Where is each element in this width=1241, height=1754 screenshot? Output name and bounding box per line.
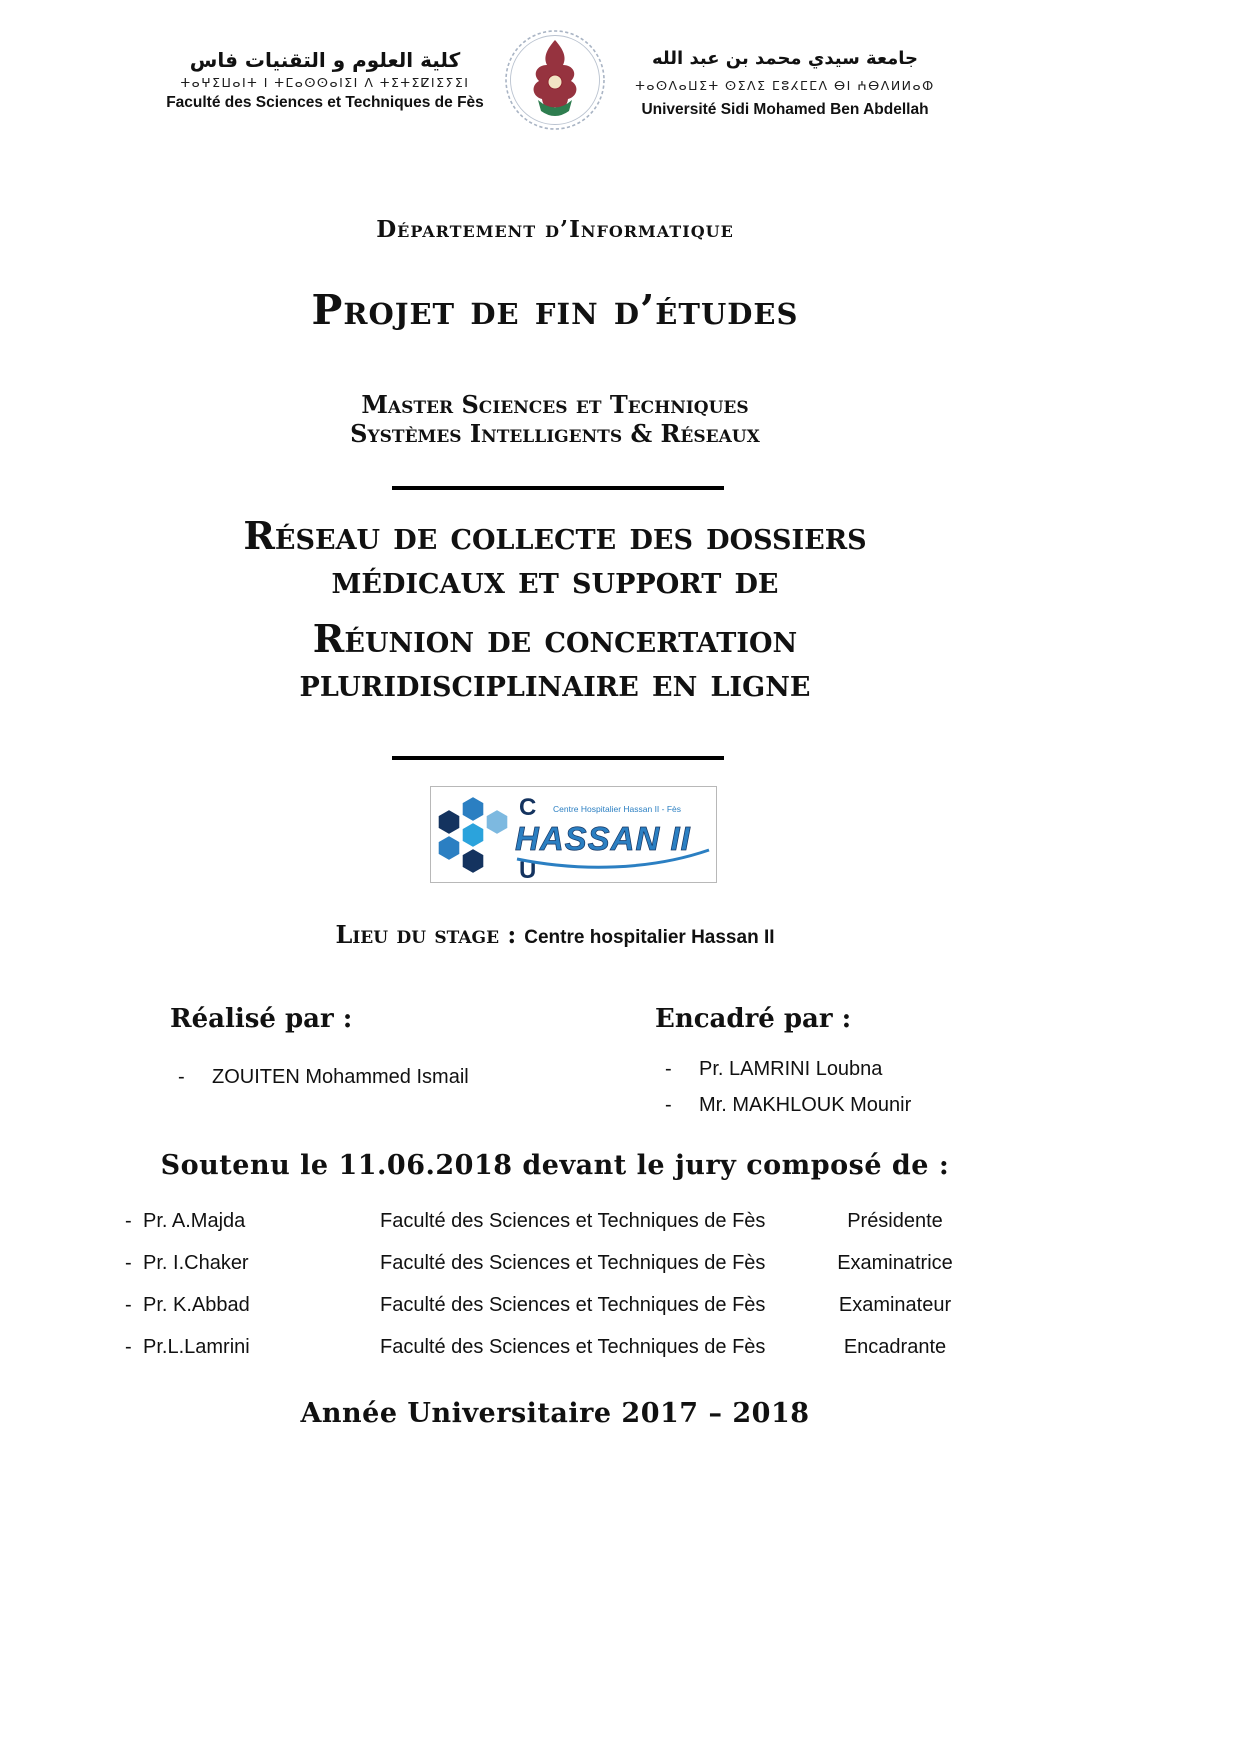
chu-hassan-logo — [430, 786, 717, 883]
internship-label: Lieu du stage : — [335, 920, 517, 949]
list-bullet: - — [125, 1210, 132, 1232]
jury-name: Pr. I.Chaker — [143, 1252, 249, 1274]
university-name-arabic: جامعة سيدي محمد بن عبد الله — [651, 48, 918, 69]
jury-role: Examinateur — [838, 1294, 952, 1316]
jury-affiliation: Faculté des Sciences et Techniques de Fès — [380, 1252, 766, 1274]
university-name-tifinagh: ⵜⴰⵙⴷⴰⵡⵉⵜ ⵙⵉⴷⵉ ⵎⵓⵃⵎⵎⴷ ⴱⵏ ⵄⴱⴷⵍⵍⴰⵀ — [635, 78, 935, 93]
list-bullet: - — [125, 1294, 132, 1316]
thesis-title-line-3: Réunion de concertation — [312, 616, 798, 662]
jury-name: Pr.L.Lamrini — [143, 1336, 250, 1358]
list-bullet: - — [125, 1336, 132, 1358]
faculty-name-latin: Faculté des Sciences et Techniques de Fès — [166, 94, 484, 111]
chu-name: HASSAN II — [515, 820, 691, 857]
jury-row — [125, 1252, 960, 1275]
list-bullet: - — [665, 1094, 672, 1116]
thesis-title-line-2: médicaux et support de — [331, 557, 779, 603]
list-bullet: - — [665, 1058, 672, 1080]
department-title: Département d’Informatique — [376, 216, 734, 243]
list-bullet: - — [178, 1066, 185, 1088]
jury-name: Pr. K.Abbad — [143, 1294, 250, 1316]
program-line-2: Systèmes Intelligents & Réseaux — [350, 419, 760, 449]
supervisor-name: Pr. LAMRINI Loubna — [699, 1058, 883, 1080]
jury-role: Présidente — [847, 1210, 943, 1232]
supervisor-name: Mr. MAKHLOUK Mounir — [699, 1094, 912, 1116]
supervisor-item — [665, 1058, 882, 1081]
faculty-name-arabic: كلية العلوم و التقنيات فاس — [189, 48, 461, 72]
project-type-title: Projet de fin d’études — [311, 286, 799, 334]
list-bullet: - — [125, 1252, 132, 1274]
chu-letter-u: U — [519, 857, 537, 882]
faculty-name-tifinagh: ⵜⴰⵖⵉⵡⴰⵏⵜ ⵏ ⵜⵎⴰⵙⵙⴰⵏⵉⵏ ⴷ ⵜⵉⵜⵉⵇⵏⵉⵢⵉⵏ — [180, 75, 470, 90]
author-item — [178, 1066, 469, 1089]
academic-year: Année Universitaire 2017 – 2018 — [300, 1398, 810, 1429]
divider-bottom — [392, 756, 724, 760]
university-seal-icon — [505, 24, 605, 136]
jury-row — [125, 1336, 960, 1359]
chu-letter-c: C — [519, 794, 537, 821]
internship-line — [0, 920, 1110, 949]
jury-row — [125, 1210, 960, 1233]
jury-affiliation: Faculté des Sciences et Techniques de Fès — [380, 1294, 766, 1316]
university-name-latin: Université Sidi Mohamed Ben Abdellah — [641, 101, 929, 118]
hexagon-cluster-icon — [438, 796, 509, 874]
chu-subtitle: Centre Hospitalier Hassan II - Fès — [553, 804, 682, 814]
jury-affiliation: Faculté des Sciences et Techniques de Fès — [380, 1210, 766, 1232]
faculty-block — [140, 48, 510, 112]
thesis-title-line-1: Réseau de collecte des dossiers — [243, 513, 867, 558]
internship-value: Centre hospitalier Hassan II — [524, 927, 775, 948]
thesis-title-line-4: pluridisciplinaire en ligne — [299, 660, 811, 706]
program-title — [0, 390, 1110, 449]
thesis-title — [0, 514, 1110, 705]
author-name: ZOUITEN Mohammed Ismail — [212, 1066, 469, 1088]
university-block — [630, 48, 940, 119]
jury-role: Encadrante — [843, 1336, 947, 1358]
jury-name: Pr. A.Majda — [143, 1210, 246, 1232]
program-line-1: Master Sciences et Techniques — [361, 390, 749, 419]
jury-table — [125, 1210, 960, 1378]
jury-role: Examinatrice — [837, 1252, 953, 1274]
divider-top — [392, 486, 724, 490]
supervisors-label: Encadré par : — [655, 1004, 852, 1034]
supervisor-item — [665, 1094, 911, 1117]
jury-affiliation: Faculté des Sciences et Techniques de Fès — [380, 1336, 766, 1358]
jury-row — [125, 1294, 960, 1317]
defense-heading: Soutenu le 11.06.2018 devant le jury composé de : — [160, 1150, 950, 1181]
authors-label: Réalisé par : — [170, 1004, 353, 1034]
